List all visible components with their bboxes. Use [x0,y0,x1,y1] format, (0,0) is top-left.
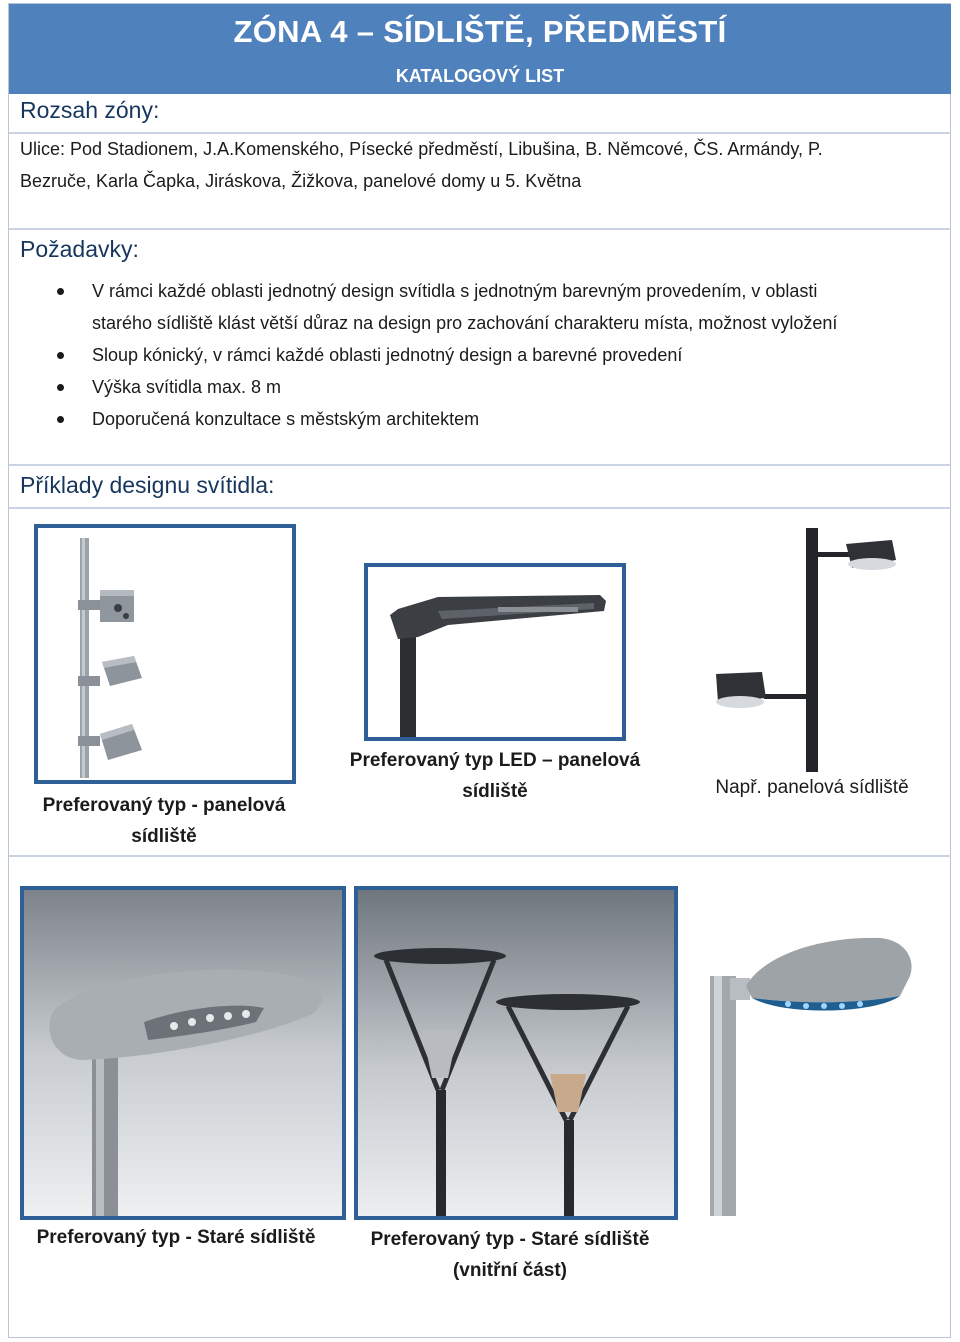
luminaire-image-double-head [706,524,916,772]
list-item: Výška svítidla max. 8 m [55,371,945,403]
examples-heading: Příklady designu svítidla: [20,472,275,498]
page-subtitle: KATALOGOVÝ LIST [395,66,565,86]
list-item: Sloup kónický, v rámci každé oblasti jednotný design a barevné provedení [55,339,945,371]
zone-streets-line1: Ulice: Pod Stadionem, J.A.Komenského, Písecké předměstí, Libušina, B. Němcové, ČS. Armándy, P. [20,139,823,159]
luminaire-image-cobra [20,886,346,1220]
luminaire-image-dome [704,916,918,1216]
caption-image-5: Preferovaný typ - Staré sídliště (vnitřní část) [370,1229,650,1281]
bullet-icon [57,416,64,423]
bullet-icon [57,384,64,391]
header-banner [9,4,951,94]
caption-image-2: Preferovaný typ LED – panelová sídliště [349,750,641,802]
divider [9,507,951,509]
list-item: Doporučená konzultace s městským architektem [55,403,945,435]
bullet-icon [57,288,64,295]
requirements-list [55,275,945,435]
luminaire-image-cubes [34,524,296,784]
divider [9,132,951,134]
zone-streets-line2: Bezruče, Karla Čapka, Jiráskova, Žižkova, panelové domy u 5. Května [20,171,582,191]
zone-heading: Rozsah zóny: [20,97,160,123]
caption-image-4: Preferovaný typ - Staré sídliště [36,1227,316,1248]
luminaire-image-led-arm [364,563,626,741]
caption-image-1: Preferovaný typ - panelová sídliště [42,795,286,847]
list-item: V rámci každé oblasti jednotný design svítidla s jednotným barevným provedením, v oblasti [55,275,945,307]
luminaire-image-lantern [354,886,678,1220]
requirements-heading: Požadavky: [20,236,139,262]
divider [9,855,951,857]
bullet-icon [57,352,64,359]
caption-image-3: Např. panelová sídliště [715,777,909,798]
page-title: ZÓNA 4 – SÍDLIŠTĚ, PŘEDMĚSTÍ [233,14,727,49]
list-item-continuation: starého sídliště klást větší důraz na design pro zachování charakteru místa, možnost vyložení [92,313,838,333]
divider [9,228,951,230]
divider [9,464,951,466]
